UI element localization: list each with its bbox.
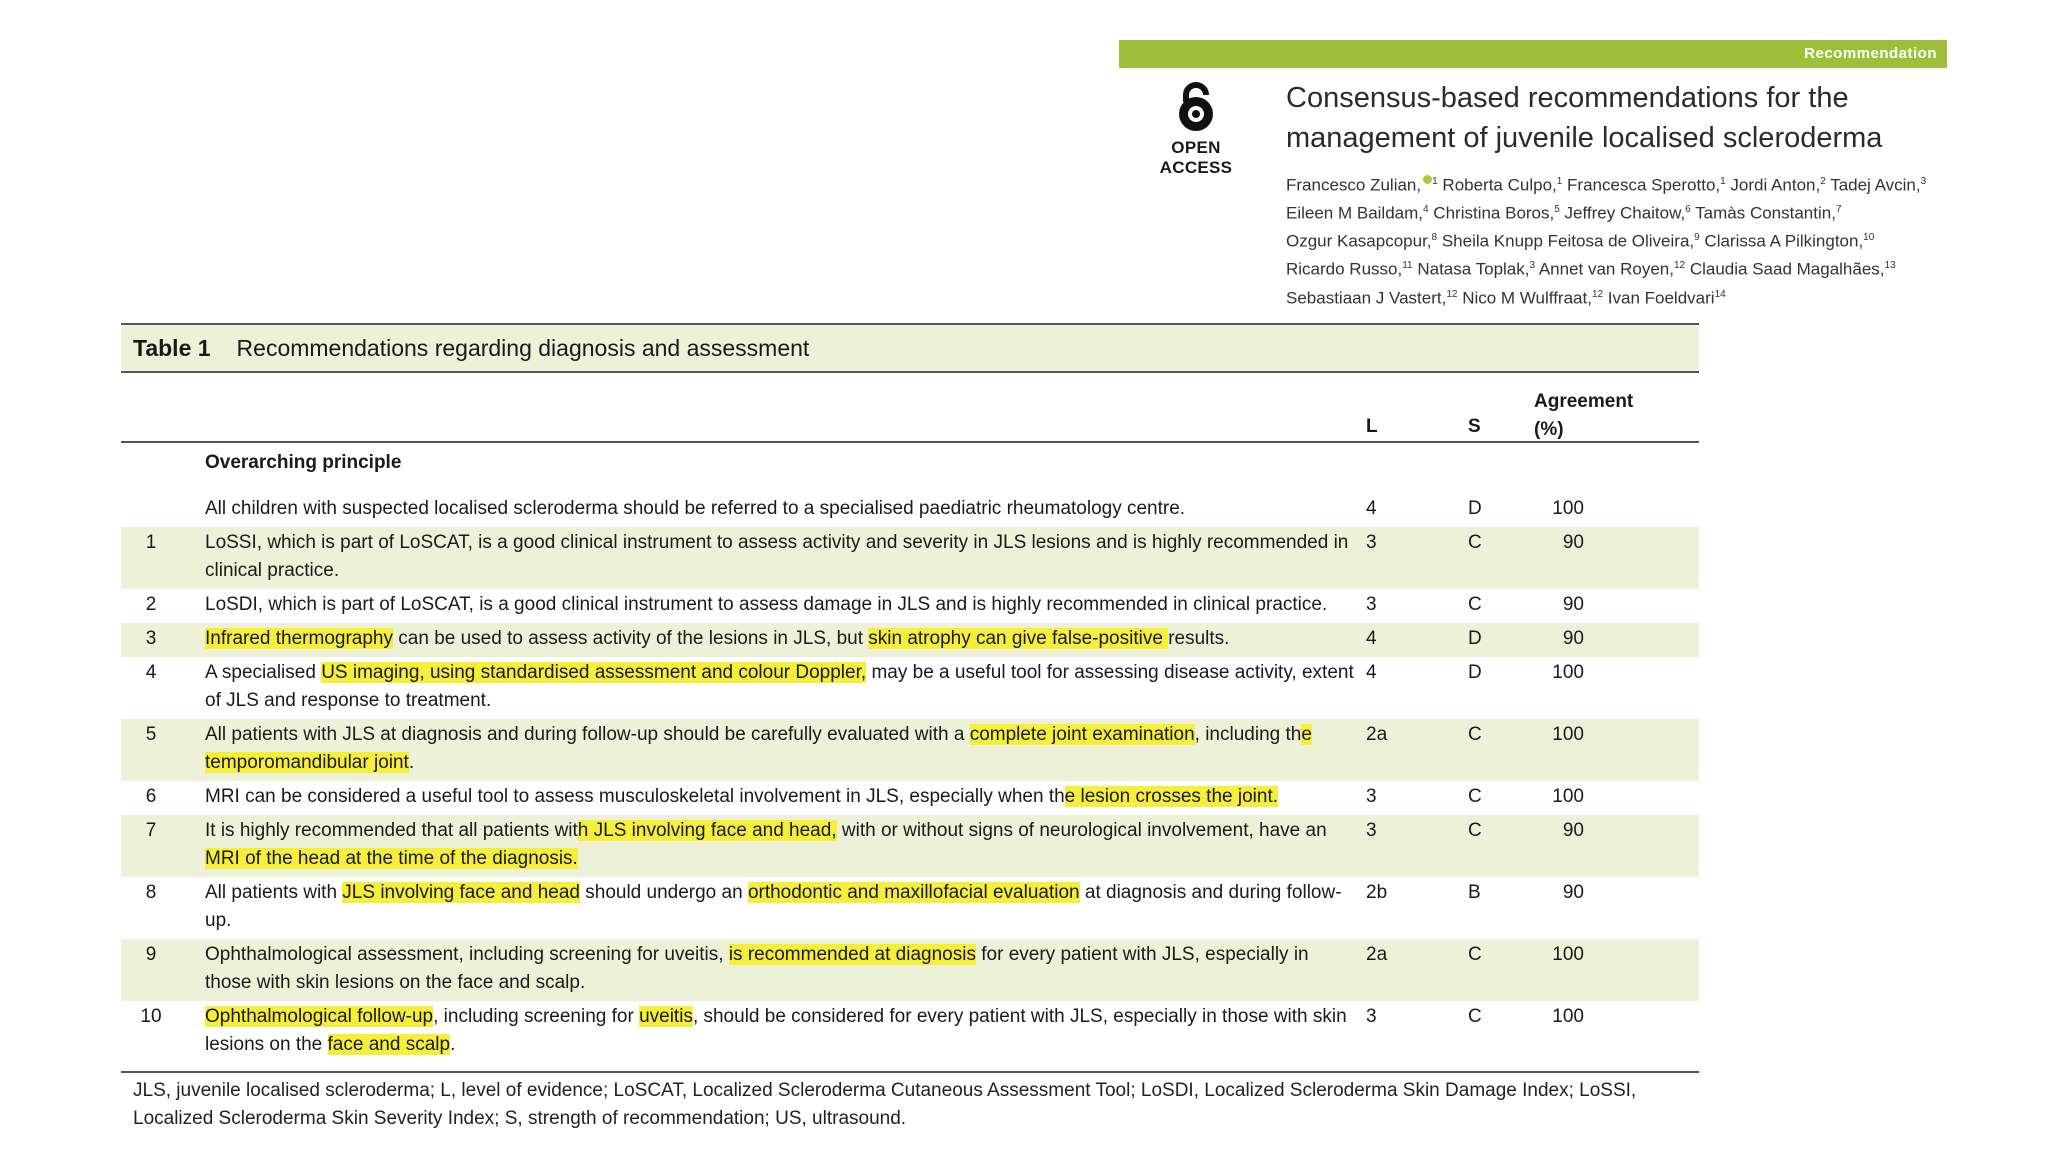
column-header-agreement	[1534, 388, 1633, 444]
text-segment: can be used to assess activity of the lesions in JLS, but	[393, 628, 869, 649]
agreement-cell: 100	[1552, 944, 1584, 965]
column-header-agreement-line2: (%)	[1534, 419, 1564, 440]
affiliation-ref: 2	[1820, 176, 1826, 187]
text-segment: LoSDI, which is part of LoSCAT, is a good clinical instrument to assess damage in JLS and is highly recommended in clinical practice.	[205, 594, 1328, 615]
recommendation-text	[205, 719, 1355, 781]
highlighted-text: e temporomandibular joint	[205, 724, 1312, 773]
recommendation-text	[205, 657, 1355, 719]
strength-cell: C	[1468, 944, 1482, 965]
text-segment: may be a useful tool for assessing disease activity, extent of JLS and response to treatment.	[205, 662, 1354, 711]
agreement-cell: 90	[1562, 882, 1584, 903]
text-segment: All patients with	[205, 882, 343, 903]
text-segment: with or without signs of neurological involvement, have an	[836, 820, 1327, 841]
author-name: Eileen M Baildam,	[1286, 203, 1424, 223]
text-segment: .	[450, 1034, 456, 1055]
affiliation-ref: 1	[1432, 176, 1438, 187]
affiliation-ref: 7	[1835, 204, 1842, 216]
category-banner	[1119, 40, 1947, 68]
text-segment: All patients with JLS at diagnosis and during follow-up should be carefully evaluated with a	[205, 724, 970, 745]
author-name: Claudia Saad Magalhães,	[1685, 260, 1885, 280]
text-segment: , including screening for	[433, 1006, 640, 1027]
text-segment: It is highly recommended that all patients wit	[205, 820, 578, 841]
table-row	[121, 1001, 1699, 1063]
author-name: Sheila Knupp Feitosa de Oliveira,	[1437, 231, 1695, 251]
recommendation-text	[205, 815, 1355, 877]
highlighted-text: uveitis	[639, 1006, 693, 1027]
table-row	[121, 623, 1699, 657]
text-segment: at diagnosis and during follow-up.	[205, 882, 1342, 931]
article-title-line: management of juvenile localised scleroderma	[1286, 122, 1883, 154]
row-number: 9	[145, 944, 157, 965]
author-name: Nico M Wulffraat,	[1457, 288, 1592, 308]
author-list	[1286, 170, 1946, 311]
column-header-level: L	[1366, 416, 1378, 437]
level-cell: 2b	[1366, 882, 1388, 903]
highlighted-text: face and scalp	[327, 1034, 451, 1055]
text-segment: .	[408, 752, 415, 773]
author-name: Ozgur Kasapcopur,	[1286, 231, 1432, 251]
highlighted-text: US imaging, using standardised assessment and colour Doppler,	[321, 662, 867, 683]
agreement-cell: 90	[1562, 594, 1584, 615]
orcid-icon[interactable]	[1423, 175, 1432, 184]
row-number: 3	[145, 628, 157, 649]
table-caption	[121, 323, 1699, 373]
recommendation-text	[205, 781, 1355, 815]
author-name: Tadej Avcin,	[1825, 175, 1921, 195]
column-header-strength: S	[1468, 416, 1481, 437]
strength-cell: C	[1468, 786, 1482, 807]
section-heading: Overarching principle	[205, 452, 402, 473]
author-name: Christina Boros,	[1428, 203, 1555, 223]
affiliation-ref: 10	[1863, 232, 1875, 244]
table-row	[121, 877, 1699, 939]
author-name: Tamàs Constantin,	[1690, 203, 1836, 223]
table-title: Recommendations regarding diagnosis and assessment	[236, 335, 810, 361]
strength-cell: D	[1468, 628, 1482, 649]
affiliation-ref: 8	[1431, 232, 1438, 244]
highlighted-text: JLS involving face and head	[342, 882, 580, 903]
agreement-cell: 90	[1562, 532, 1584, 553]
article-title-line: Consensus-based recommendations for the	[1286, 82, 1849, 114]
author-name: Ivan Foeldvari	[1603, 288, 1715, 308]
row-number: 5	[145, 724, 157, 745]
affiliation-ref: 4	[1423, 204, 1429, 216]
affiliation-ref: 5	[1554, 204, 1560, 216]
affiliation-ref: 11	[1402, 260, 1413, 272]
highlighted-text: e lesion crosses the joint.	[1064, 786, 1279, 807]
author-name: Ricardo Russo,	[1286, 260, 1403, 280]
affiliation-ref: 12	[1591, 288, 1604, 300]
row-number: 7	[145, 820, 157, 841]
open-access-label: OPEN ACCESS	[1159, 138, 1233, 177]
affiliation-ref: 1	[1720, 176, 1726, 187]
highlighted-text: orthodontic and maxillofacial evaluation	[747, 882, 1080, 903]
strength-cell: C	[1468, 1006, 1482, 1027]
highlighted-text: h JLS involving face and head,	[577, 820, 837, 841]
text-segment: , including th	[1194, 724, 1302, 745]
level-cell: 4	[1366, 628, 1377, 649]
agreement-cell: 90	[1562, 820, 1584, 841]
open-access-badge	[1136, 82, 1256, 178]
author-name: Annet van Royen,	[1535, 260, 1674, 280]
affiliation-ref: 1	[1556, 176, 1563, 187]
author-name: Clarissa A Pilkington,	[1699, 231, 1864, 251]
strength-cell: D	[1468, 498, 1482, 519]
agreement-cell: 90	[1562, 628, 1584, 649]
text-segment: A specialised	[205, 662, 322, 683]
level-cell: 3	[1366, 532, 1377, 553]
row-number: 2	[145, 594, 157, 615]
level-cell: 3	[1366, 594, 1377, 615]
article-title	[1286, 78, 1946, 158]
level-cell: 2a	[1366, 724, 1388, 745]
table-row	[121, 657, 1699, 719]
table-body	[121, 527, 1699, 1063]
text-segment: results.	[1168, 628, 1230, 649]
affiliation-ref: 13	[1884, 260, 1896, 272]
category-label: Recommendation	[1804, 45, 1937, 62]
table-row	[121, 589, 1699, 623]
row-number: 10	[140, 1006, 162, 1027]
agreement-cell: 100	[1552, 724, 1584, 745]
affiliation-ref: 3	[1920, 176, 1927, 187]
recommendation-text	[205, 623, 1355, 657]
highlighted-text: Ophthalmological follow-up	[205, 1006, 434, 1027]
agreement-cell: 100	[1552, 662, 1584, 683]
highlighted-text: is recommended at diagnosis	[728, 944, 976, 965]
strength-cell: C	[1468, 724, 1482, 745]
affiliation-ref: 12	[1446, 288, 1458, 300]
author-name: Sebastiaan J Vastert,	[1286, 288, 1447, 308]
level-cell: 2a	[1366, 944, 1388, 965]
agreement-cell: 100	[1552, 786, 1584, 807]
affiliation-ref: 3	[1529, 260, 1536, 272]
affiliation-ref: 12	[1673, 260, 1686, 272]
row-number: 4	[145, 662, 157, 683]
level-cell: 3	[1366, 820, 1377, 841]
author-name: Jeffrey Chaitow,	[1559, 203, 1686, 223]
text-segment: Ophthalmological assessment, including screening for uveitis,	[205, 944, 729, 965]
table-row	[121, 719, 1699, 781]
table-row-overarching	[121, 493, 1699, 527]
author-name: Francesco Zulian,	[1286, 175, 1422, 195]
strength-cell: C	[1468, 820, 1482, 841]
agreement-cell: 100	[1552, 1006, 1584, 1027]
agreement-cell: 100	[1552, 498, 1584, 519]
recommendation-text	[205, 589, 1355, 623]
strength-cell: B	[1468, 882, 1481, 903]
recommendation-text	[205, 877, 1355, 939]
affiliation-ref: 6	[1685, 204, 1691, 216]
text-segment: should undergo an	[579, 882, 748, 903]
text-segment: MRI can be considered a useful tool to assess musculoskeletal involvement in JLS, especially when th	[205, 786, 1065, 807]
row-number: 6	[145, 786, 157, 807]
recommendations-table	[121, 323, 1699, 1133]
highlighted-text: MRI of the head at the time of the diagnosis.	[205, 848, 578, 869]
strength-cell: D	[1468, 662, 1482, 683]
recommendation-text: All children with suspected localised scleroderma should be referred to a specialised paediatric rheumatology centre.	[205, 498, 1186, 519]
highlighted-text: skin atrophy can give false-positive	[868, 628, 1169, 649]
text-segment: LoSSI, which is part of LoSCAT, is a good clinical instrument to assess activity and severity in JLS lesions and is highly recommended in clinical practice.	[205, 532, 1349, 581]
affiliation-ref: 9	[1694, 232, 1700, 244]
table-row	[121, 781, 1699, 815]
table-row	[121, 527, 1699, 589]
highlighted-text: complete joint examination	[969, 724, 1195, 745]
table-row	[121, 939, 1699, 1001]
strength-cell: C	[1468, 532, 1482, 553]
row-number: 8	[145, 882, 157, 903]
open-access-lock-icon	[1172, 82, 1220, 132]
author-name: Jordi Anton,	[1725, 175, 1821, 195]
recommendation-text	[205, 939, 1355, 1001]
table-row	[121, 815, 1699, 877]
level-cell: 4	[1366, 498, 1377, 519]
text-segment: for every patient with JLS, especially in those with skin lesions on the face and scalp.	[205, 944, 1309, 993]
recommendation-text	[205, 1001, 1355, 1063]
table-header-row	[121, 373, 1699, 443]
column-header-agreement-line1: Agreement	[1534, 391, 1634, 412]
level-cell: 3	[1366, 786, 1377, 807]
author-name: Roberta Culpo,	[1437, 175, 1557, 195]
row-number: 1	[145, 532, 157, 553]
recommendation-text	[205, 527, 1355, 589]
author-name: Natasa Toplak,	[1412, 260, 1530, 280]
table-footnote: JLS, juvenile localised scleroderma; L, level of evidence; LoSCAT, Localized Scleroderma Cutaneous Assessment Tool; LoSDI, Localized Scleroderma Skin Damage Index; LoSSI, Localized Scleroderma Skin Severity Index; S, strength of recommendation; US, ultrasound.	[121, 1071, 1699, 1133]
text-segment: , should be considered for every patient with JLS, especially in those with skin lesions on the	[205, 1006, 1347, 1055]
level-cell: 3	[1366, 1006, 1377, 1027]
table-label: Table 1	[133, 335, 211, 361]
affiliation-ref: 14	[1714, 288, 1726, 300]
highlighted-text: Infrared thermography	[205, 628, 393, 649]
level-cell: 4	[1366, 662, 1377, 683]
author-name: Francesca Sperotto,	[1562, 175, 1721, 195]
strength-cell: C	[1468, 594, 1482, 615]
